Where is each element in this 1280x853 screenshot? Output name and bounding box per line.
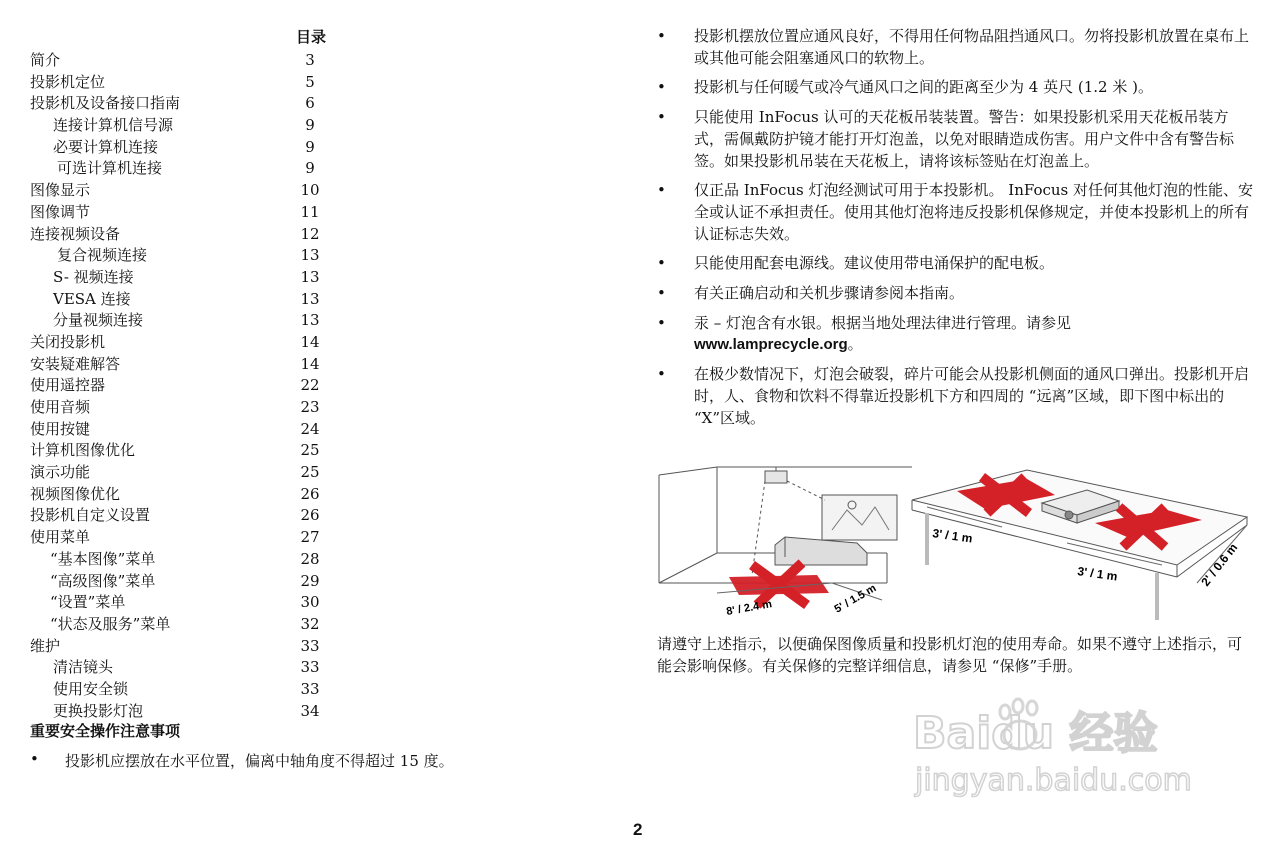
- toc-entry-page: 29: [300, 571, 320, 590]
- toc-entry: [30, 137, 330, 159]
- safety-bullet: [657, 107, 1257, 172]
- toc-entry-page: 24: [300, 419, 320, 438]
- toc-entry: [30, 267, 330, 289]
- toc-entry-page: 14: [300, 332, 320, 351]
- toc-entry-label: 分量视频连接: [53, 311, 144, 330]
- toc-entry: [30, 527, 330, 549]
- toc-entry-page: 33: [300, 636, 320, 655]
- toc-entry: [30, 397, 330, 419]
- toc-entry: [30, 549, 330, 571]
- toc-entry-label: 投影机自定义设置: [30, 506, 151, 525]
- toc-entry-label: “基本图像”菜单: [50, 549, 156, 568]
- toc-entry-page: 12: [300, 224, 320, 243]
- toc-entry: [30, 180, 330, 202]
- toc-entry: [30, 440, 330, 462]
- toc-entry: [30, 224, 330, 246]
- baidu-jingyan-watermark: [905, 690, 1205, 805]
- toc-entry-page: 33: [300, 679, 320, 698]
- toc-entry-label: 投影机及设备接口指南: [30, 94, 181, 113]
- toc-entry-label: 图像显示: [30, 181, 91, 200]
- bullet-text: 汞 – 灯泡含有水银。根据当地处理法律进行管理。请参见: [694, 313, 1072, 332]
- dimension-2ft: 2' / 0.6 m: [1198, 540, 1241, 589]
- toc-entry-page: 27: [300, 528, 320, 547]
- safety-heading: 重要安全操作注意事项: [30, 722, 181, 740]
- toc-entry-page: 25: [300, 441, 320, 460]
- toc-entry: [30, 332, 330, 354]
- toc-entry: [30, 484, 330, 506]
- toc-entry-label: 必要计算机连接: [53, 137, 159, 156]
- toc-entry-page: 6: [305, 94, 315, 113]
- bullet-dot: •: [657, 27, 666, 45]
- bullet-text: 仅正品 InFocus 灯泡经测试可用于本投影机。 InFocus 对任何其他灯泡的性能、安全或认证不承担责任。使用其他灯泡将违反投影机保修规定，并使本投影机上的所有认证标志失效。: [694, 181, 1254, 243]
- bullet-text: 只能使用配套电源线。建议使用带电涌保护的配电板。: [694, 254, 1055, 273]
- toc-entry-page: 13: [300, 246, 320, 265]
- dimension-3ft-bottom: 3' / 1 m: [1076, 564, 1119, 584]
- toc-entry-label: 维护: [30, 636, 61, 655]
- toc-entry-label: 使用音频: [30, 398, 91, 416]
- table-of-contents: [30, 50, 330, 722]
- toc-entry-label: 计算机图像优化: [30, 441, 136, 460]
- toc-entry-label: 更换投影灯泡: [53, 701, 144, 720]
- toc-entry-page: 13: [300, 289, 320, 308]
- toc-entry: [30, 50, 330, 72]
- watermark-brand: Baidu 经验: [913, 708, 1158, 759]
- toc-entry: [30, 354, 330, 376]
- safety-bullet: [657, 77, 1257, 99]
- toc-entry-page: 9: [305, 116, 315, 135]
- bullet-dot: •: [657, 181, 666, 200]
- toc-entry-label: 使用菜单: [30, 528, 91, 547]
- toc-entry-label: VESA 连接: [53, 289, 131, 308]
- toc-entry-label: 使用遥控器: [30, 376, 106, 395]
- toc-entry: [30, 158, 330, 180]
- toc-entry-page: 11: [300, 202, 320, 221]
- toc-entry-page: 33: [300, 658, 320, 677]
- toc-entry-page: 23: [300, 398, 320, 416]
- bullet-dot: •: [657, 313, 666, 332]
- toc-entry: [30, 72, 330, 94]
- toc-entry-page: 9: [305, 137, 315, 156]
- toc-entry: [30, 245, 330, 267]
- bullet-dot: •: [30, 750, 39, 768]
- toc-entry-page: 10: [300, 181, 320, 200]
- bullet-dot: •: [657, 108, 666, 127]
- toc-entry-label: 清洁镜头: [53, 658, 114, 677]
- page-number: 2: [633, 820, 643, 839]
- toc-entry: [30, 505, 330, 527]
- toc-entry-page: 14: [300, 354, 320, 373]
- toc-entry-label: “状态及服务”菜单: [50, 614, 171, 633]
- dimension-3ft-top: 3' / 1 m: [931, 526, 974, 546]
- bullet-text: 在极少数情况下，灯泡会破裂，碎片可能会从投影机侧面的通风口弹出。投影机开启时，人、食物和饮料不得靠近投影机下方和四周的 “远离”区域，即下图中标出的 “X”区域。: [694, 365, 1250, 427]
- toc-entry-label: 图像调节: [30, 202, 91, 221]
- safety-bullet: [657, 283, 1257, 305]
- toc-entry-page: 26: [300, 484, 320, 503]
- toc-entry: [30, 679, 330, 701]
- bullet-dot: •: [657, 365, 666, 384]
- bullet-dot: •: [657, 284, 666, 303]
- bullet-text-after: 。: [847, 335, 863, 354]
- safety-bullet-list: [657, 26, 1257, 437]
- keep-away-zone-diagram: [657, 465, 1257, 625]
- safety-bullet: [657, 364, 1257, 429]
- lamprecycle-link[interactable]: www.lamprecycle.org: [694, 336, 848, 354]
- toc-entry-page: 5: [305, 72, 315, 91]
- toc-entry-label: “设置”菜单: [50, 593, 126, 612]
- dimension-8ft: 8' / 2.4 m: [725, 598, 773, 618]
- toc-entry-label: 视频图像优化: [30, 484, 121, 503]
- toc-entry-page: 13: [300, 267, 320, 286]
- toc-entry-label: 演示功能: [30, 463, 91, 482]
- toc-entry: [30, 202, 330, 224]
- toc-entry-label: S- 视频连接: [53, 267, 134, 286]
- toc-entry: [30, 636, 330, 658]
- safety-bullet: [657, 313, 1257, 356]
- toc-entry-label: 安装疑难解答: [30, 354, 121, 373]
- toc-entry-page: 22: [300, 376, 320, 395]
- toc-entry-page: 28: [300, 549, 320, 568]
- toc-entry-page: 13: [300, 311, 320, 330]
- toc-entry: [30, 614, 330, 636]
- toc-entry-label: 连接视频设备: [30, 224, 121, 243]
- toc-entry-page: 30: [300, 593, 320, 612]
- toc-entry: [30, 657, 330, 679]
- toc-entry: [30, 462, 330, 484]
- toc-entry: [30, 571, 330, 593]
- toc-entry-page: 25: [300, 463, 320, 482]
- bullet-text: 投影机应摆放在水平位置，偏离中轴角度不得超过 15 度。: [65, 752, 454, 770]
- toc-entry-label: “高级图像”菜单: [50, 571, 156, 590]
- safety-bullet: [657, 180, 1257, 245]
- toc-entry-page: 34: [300, 701, 320, 720]
- toc-entry-label: 使用安全锁: [53, 679, 129, 698]
- toc-entry: [30, 93, 330, 115]
- toc-entry-label: 可选计算机连接: [57, 159, 163, 178]
- keep-away-x-mark-floor: [729, 563, 829, 605]
- watermark-url: jingyan.baidu.com: [915, 763, 1192, 798]
- toc-entry-label: 连接计算机信号源: [53, 116, 174, 135]
- toc-entry: [30, 375, 330, 397]
- toc-entry: [30, 592, 330, 614]
- dimension-5ft: 5' / 1.5 m: [832, 582, 879, 616]
- toc-entry-label: 关闭投影机: [30, 332, 106, 351]
- bullet-text: 投影机与任何暖气或冷气通风口之间的距离至少为 4 英尺 (1.2 米 )。: [694, 78, 1153, 97]
- toc-title: 目录: [296, 28, 327, 46]
- toc-entry-page: 26: [300, 506, 320, 525]
- bullet-text: 只能使用 InFocus 认可的天花板吊装装置。警告：如果投影机采用天花板吊装方式，需佩戴防护镜才能打开灯泡盖，以免对眼睛造成伤害。用户文件中含有警告标签。如果投影机吊装在天花板上，请将该标签贴在灯泡盖上。: [694, 108, 1235, 170]
- toc-entry-label: 简介: [30, 51, 61, 69]
- closing-paragraph: 请遵守上述指示，以便确保图像质量和投影机灯泡的使用寿命。如果不遵守上述指示，可能会影响保修。有关保修的完整详细信息，请参见 “保修”手册。: [657, 635, 1243, 675]
- bullet-dot: •: [657, 78, 666, 97]
- toc-entry: [30, 310, 330, 332]
- toc-entry-label: 投影机定位: [30, 72, 106, 91]
- safety-bullet: [657, 26, 1257, 69]
- bullet-text: 投影机摆放位置应通风良好，不得用任何物品阻挡通风口。勿将投影机放置在桌布上或其他可能会阻塞通风口的软物上。: [694, 27, 1250, 67]
- bullet-text: 有关正确启动和关机步骤请参阅本指南。: [694, 284, 965, 303]
- safety-bullet: [657, 253, 1257, 275]
- ceiling-room-illustration: [659, 467, 912, 583]
- toc-entry-label: 使用按键: [30, 419, 91, 438]
- toc-entry-label: 复合视频连接: [57, 246, 148, 265]
- toc-entry-page: 9: [305, 159, 315, 178]
- toc-entry: [30, 115, 330, 137]
- toc-entry: [30, 419, 330, 441]
- toc-entry-page: 3: [305, 51, 315, 69]
- bullet-dot: •: [657, 254, 666, 273]
- toc-entry-page: 32: [300, 614, 320, 633]
- toc-entry: [30, 289, 330, 311]
